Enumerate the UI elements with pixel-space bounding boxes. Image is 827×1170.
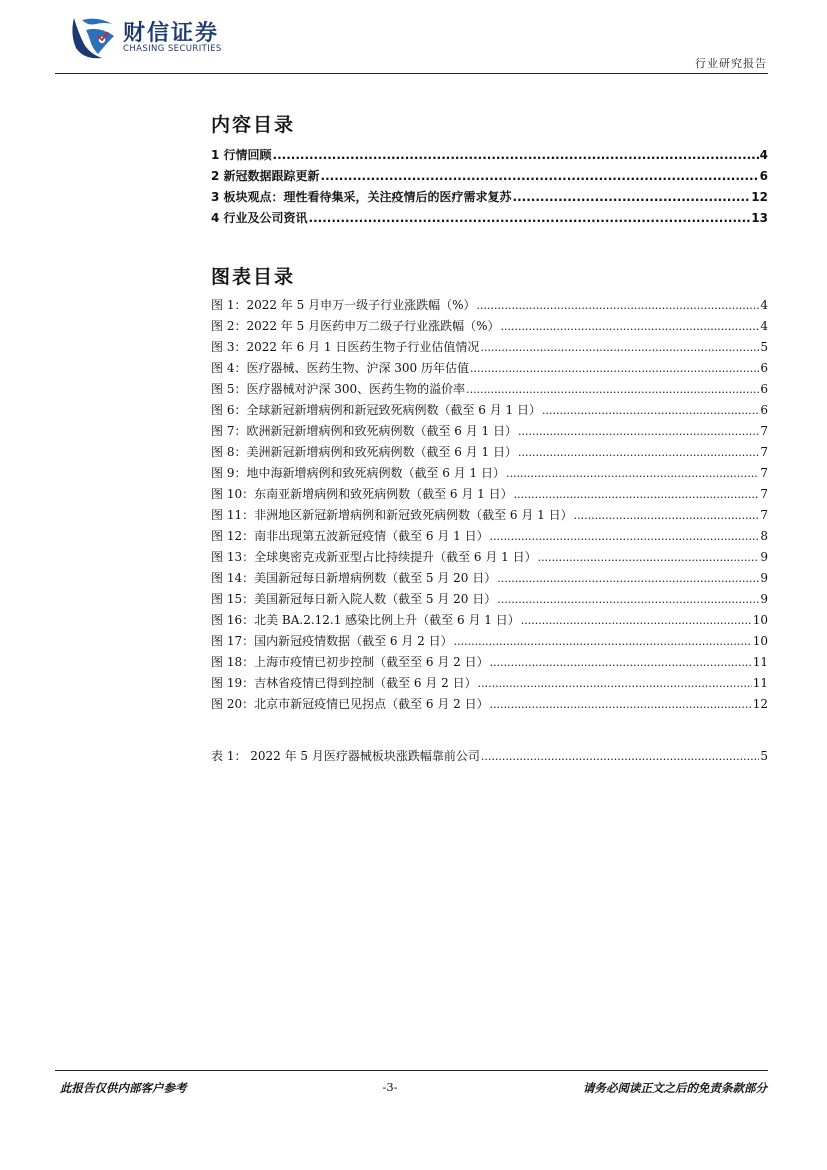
figure-entry[interactable] [211, 527, 768, 548]
footer-disclaimer-left: 此报告仅供内部客户参考 [60, 1081, 187, 1095]
figure-entry-page: 7 [760, 466, 768, 480]
toc-entry[interactable] [211, 146, 768, 167]
figure-entry-label: 图 9：地中海新增病例和致死病例数（截至 6 月 1 日） [211, 466, 505, 480]
figure-entry-page: 7 [760, 424, 768, 438]
dot-leader [500, 320, 759, 333]
dot-leader [480, 341, 759, 354]
brand-name-cn: 财信证券 [123, 21, 220, 46]
dot-leader [490, 530, 760, 543]
figure-entry-page: 4 [760, 319, 768, 333]
dot-leader [321, 169, 759, 183]
logo-mark-icon [68, 14, 118, 60]
figure-entry[interactable] [211, 338, 768, 359]
figure-entry[interactable] [211, 296, 768, 317]
contents-list [211, 146, 768, 230]
figure-entry-label: 图 11：非洲地区新冠新增病例和新冠致死病例数（截至 6 月 1 日） [211, 508, 573, 522]
dot-leader [538, 551, 760, 564]
figure-entry-page: 8 [760, 529, 768, 543]
figure-entry-page: 7 [760, 445, 768, 459]
figure-entry[interactable] [211, 317, 768, 338]
dot-leader [574, 509, 760, 522]
contents-title: 内容目录 [211, 114, 296, 136]
figure-entry[interactable] [211, 380, 768, 401]
figure-entry-page: 7 [760, 508, 768, 522]
dot-leader [518, 446, 759, 459]
figure-entry[interactable] [211, 443, 768, 464]
footer-divider [55, 1070, 768, 1071]
figure-entry-label: 图 8：美洲新冠新增病例和致死病例数（截至 6 月 1 日） [211, 445, 517, 459]
figure-entry-page: 6 [760, 382, 768, 396]
dot-leader [497, 572, 759, 585]
figure-entry[interactable] [211, 695, 768, 716]
toc-entry-label: 1 行情回顾 [211, 148, 272, 162]
dot-leader [513, 190, 751, 204]
figure-entry-page: 6 [760, 361, 768, 375]
dot-leader [506, 467, 759, 480]
toc-entry[interactable] [211, 188, 768, 209]
table-entry[interactable] [211, 747, 768, 768]
figure-entry[interactable] [211, 464, 768, 485]
figure-entry[interactable] [211, 548, 768, 569]
figure-entry-page: 10 [752, 634, 768, 648]
figure-entry-label: 图 10：东南亚新增病例和致死病例数（截至 6 月 1 日） [211, 487, 513, 501]
figure-entry-page: 7 [760, 487, 768, 501]
dot-leader [490, 656, 752, 669]
dot-leader [542, 404, 759, 417]
dot-leader [273, 148, 759, 162]
figure-entry[interactable] [211, 506, 768, 527]
brand-name-en: CHASING SECURITIES [123, 44, 222, 54]
figure-entry-label: 图 16：北美 BA.2.12.1 感染比例上升（截至 6 月 1 日） [211, 613, 520, 627]
company-logo [68, 14, 268, 62]
toc-entry-page: 12 [751, 190, 768, 204]
dot-leader [470, 362, 759, 375]
figure-entry[interactable] [211, 632, 768, 653]
figure-entry[interactable] [211, 401, 768, 422]
tables-list [211, 747, 768, 768]
dot-leader [497, 593, 759, 606]
figure-entry-page: 5 [760, 340, 768, 354]
dot-leader [478, 677, 752, 690]
figure-entry-page: 12 [752, 697, 768, 711]
toc-entry-page: 4 [759, 148, 768, 162]
figure-entry-page: 6 [760, 403, 768, 417]
figure-entry-label: 图 4：医疗器械、医药生物、沪深 300 历年估值 [211, 361, 469, 375]
figure-entry[interactable] [211, 569, 768, 590]
figure-entry-label: 图 5：医疗器械对沪深 300、医药生物的溢价率 [211, 382, 466, 396]
figure-entry-label: 图 19：吉林省疫情已得到控制（截至 6 月 2 日） [211, 676, 477, 690]
toc-entry-label: 3 板块观点：理性看待集采，关注疫情后的医疗需求复苏 [211, 190, 512, 204]
footer-disclaimer-right: 请务必阅读正文之后的免责条款部分 [583, 1081, 767, 1095]
dot-leader [514, 488, 760, 501]
figure-entry-label: 图 6：全球新冠新增病例和新冠致死病例数（截至 6 月 1 日） [211, 403, 541, 417]
report-type: 行业研究报告 [695, 57, 767, 70]
figure-entry[interactable] [211, 422, 768, 443]
figure-entry[interactable] [211, 359, 768, 380]
dot-leader [521, 614, 752, 627]
toc-entry-label: 4 行业及公司资讯 [211, 211, 308, 225]
figure-entry[interactable] [211, 674, 768, 695]
figure-entry-label: 图 15：美国新冠每日新入院人数（截至 5 月 20 日） [211, 592, 497, 606]
figure-entry-label: 图 2：2022 年 5 月医药申万二级子行业涨跌幅（%） [211, 319, 500, 333]
table-entry-page: 5 [760, 749, 768, 763]
figure-entry-page: 11 [752, 676, 768, 690]
toc-entry[interactable] [211, 167, 768, 188]
toc-entry-page: 6 [759, 169, 768, 183]
toc-entry-page: 13 [751, 211, 768, 225]
figure-entry-label: 图 18：上海市疫情已初步控制（截至至 6 月 2 日） [211, 655, 489, 669]
figure-entry-label: 图 20：北京市新冠疫情已见拐点（截至 6 月 2 日） [211, 697, 489, 711]
figure-entry-label: 图 14：美国新冠每日新增病例数（截至 5 月 20 日） [211, 571, 497, 585]
figure-entry-label: 图 13：全球奥密克戎新亚型占比持续提升（截至 6 月 1 日） [211, 550, 537, 564]
dot-leader [309, 211, 751, 225]
figure-entry[interactable] [211, 611, 768, 632]
figure-entry[interactable] [211, 590, 768, 611]
figure-entry-label: 图 12：南非出现第五波新冠疫情（截至 6 月 1 日） [211, 529, 489, 543]
figure-entry-page: 4 [760, 298, 768, 312]
figure-entry-page: 11 [752, 655, 768, 669]
figure-entry-page: 10 [752, 613, 768, 627]
dot-leader [454, 635, 752, 648]
toc-entry-label: 2 新冠数据跟踪更新 [211, 169, 320, 183]
figure-entry-label: 图 7：欧洲新冠新增病例和致死病例数（截至 6 月 1 日） [211, 424, 517, 438]
toc-entry[interactable] [211, 209, 768, 230]
figures-title: 图表目录 [211, 266, 296, 288]
page-number: -3- [382, 1080, 398, 1094]
dot-leader [518, 425, 759, 438]
figure-entry-page: 9 [760, 571, 768, 585]
figure-entry-page: 9 [760, 550, 768, 564]
figure-entry[interactable] [211, 485, 768, 506]
figures-list [211, 296, 768, 716]
figure-entry-label: 图 3：2022 年 6 月 1 日医药生物子行业估值情况 [211, 340, 480, 354]
table-entry-label: 表 1： 2022 年 5 月医疗器械板块涨跌幅靠前公司 [211, 749, 480, 763]
header-divider [55, 73, 768, 74]
dot-leader [490, 698, 752, 711]
dot-leader [481, 750, 759, 763]
page-header [0, 0, 827, 80]
dot-leader [466, 383, 759, 396]
dot-leader [476, 299, 759, 312]
figure-entry-page: 9 [760, 592, 768, 606]
figure-entry-label: 图 17：国内新冠疫情数据（截至 6 月 2 日） [211, 634, 453, 648]
figure-entry[interactable] [211, 653, 768, 674]
figure-entry-label: 图 1：2022 年 5 月申万一级子行业涨跌幅（%） [211, 298, 476, 312]
